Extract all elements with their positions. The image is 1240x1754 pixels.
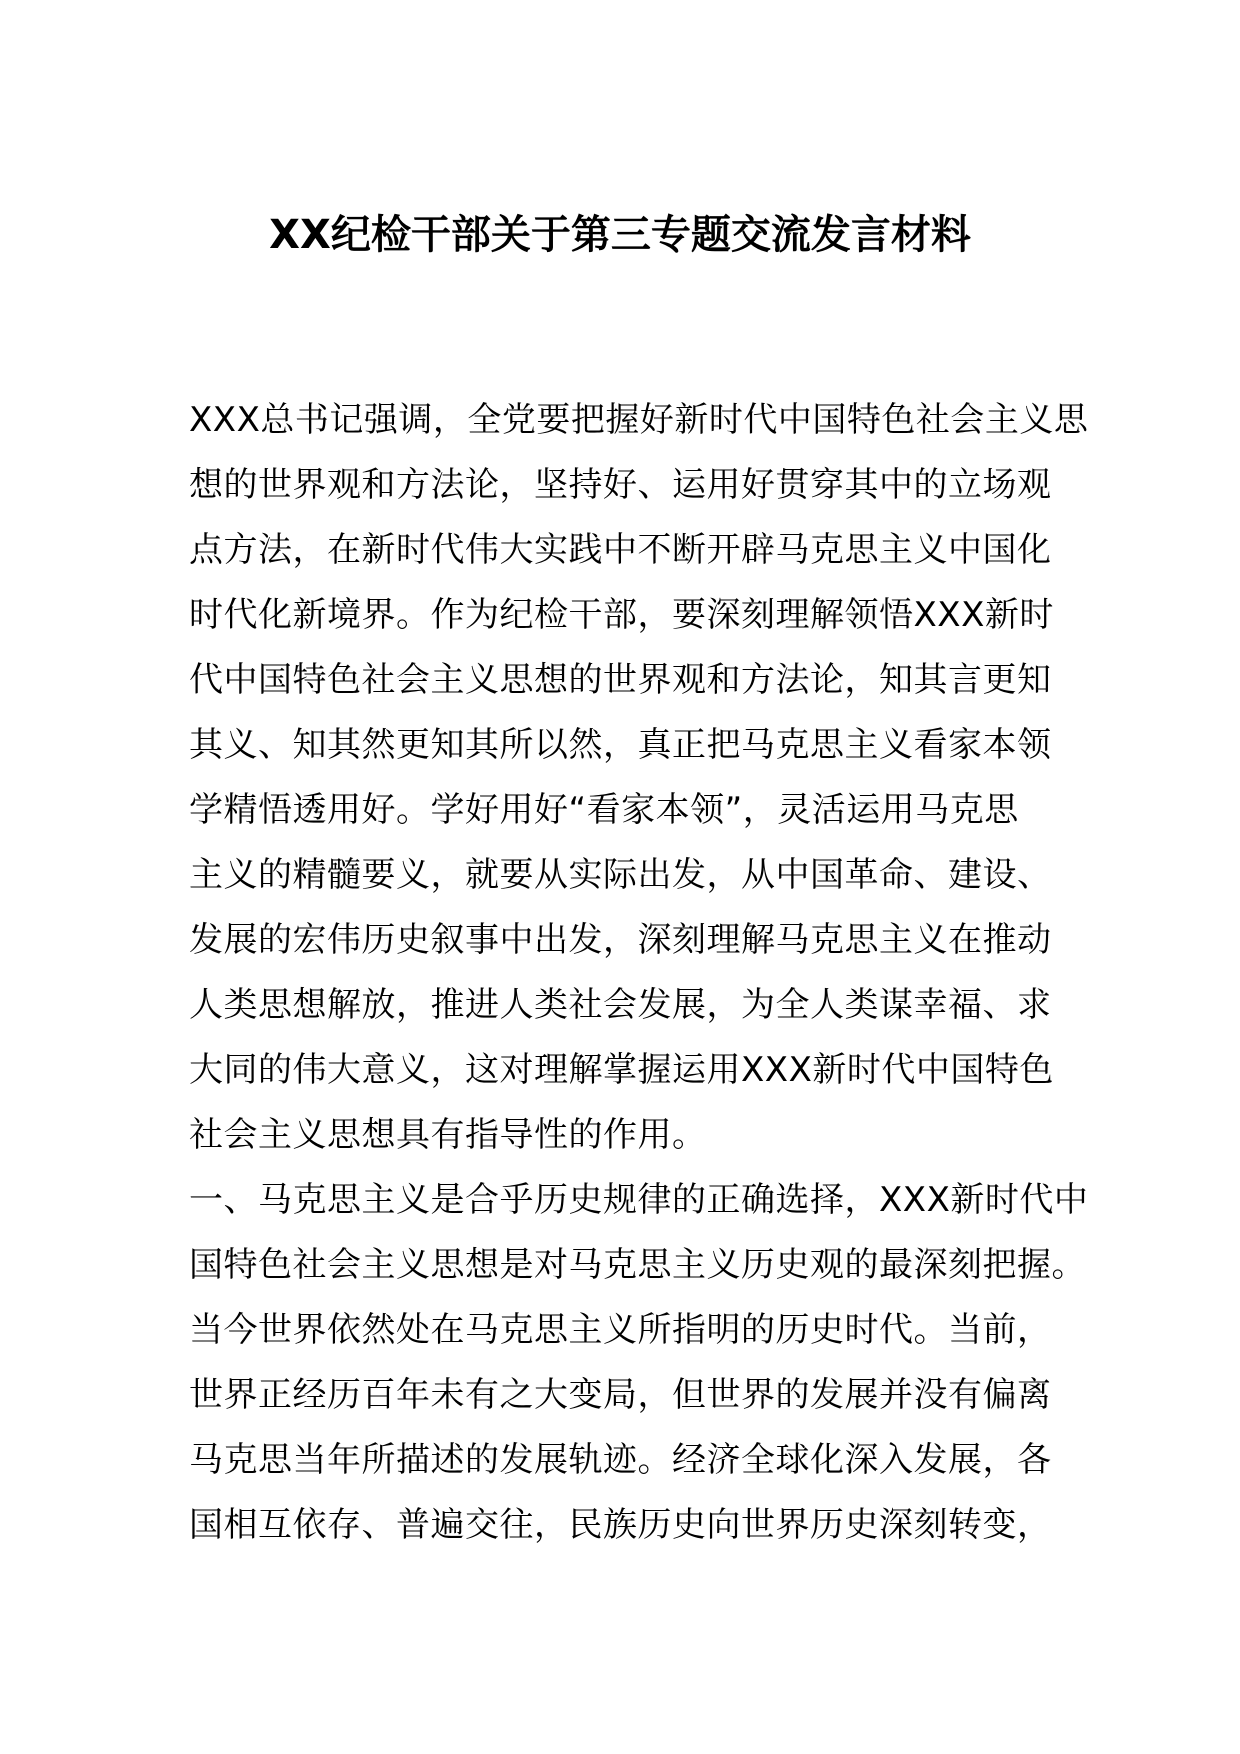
body-line: 人类思想解放，推进人类社会发展，为全人类谋幸福、求 (189, 985, 1052, 1025)
body-line: 学精悟透用好。学好用好“看家本领”，灵活运用马克思 (189, 790, 1019, 830)
body-line: 时代化新境界。作为纪检干部，要深刻理解领悟XXX新时 (189, 595, 1054, 635)
body-line: XXX总书记强调，全党要把握好新时代中国特色社会主义思 (189, 400, 1089, 440)
body-line: 国相互依存、普遍交往，民族历史向世界历史深刻转变， (189, 1505, 1052, 1545)
body-line: 发展的宏伟历史叙事中出发，深刻理解马克思主义在推动 (189, 920, 1052, 960)
body-line: 点方法，在新时代伟大实践中不断开辟马克思主义中国化 (189, 530, 1052, 570)
body-line: 社会主义思想具有指导性的作用。 (189, 1115, 707, 1155)
body-line: 当今世界依然处在马克思主义所指明的历史时代。当前， (189, 1310, 1052, 1350)
body-line: 其义、知其然更知其所以然，真正把马克思主义看家本领 (189, 725, 1052, 765)
body-line: 马克思当年所描述的发展轨迹。经济全球化深入发展，各 (189, 1440, 1052, 1480)
document-body (189, 388, 1089, 1558)
document-title: XX纪检干部关于第三专题交流发言材料 (269, 212, 971, 258)
section-heading-line: 国特色社会主义思想是对马克思主义历史观的最深刻把握。 (189, 1245, 1086, 1285)
body-line: 大同的伟大意义，这对理解掌握运用XXX新时代中国特色 (189, 1050, 1054, 1090)
body-line: 世界正经历百年未有之大变局，但世界的发展并没有偏离 (189, 1375, 1052, 1415)
body-line: 代中国特色社会主义思想的世界观和方法论，知其言更知 (189, 660, 1052, 700)
body-line: 想的世界观和方法论，坚持好、运用好贯穿其中的立场观 (189, 465, 1052, 505)
body-line: 主义的精髓要义，就要从实际出发，从中国革命、建设、 (189, 855, 1052, 895)
section-heading-line: 一、马克思主义是合乎历史规律的正确选择，XXX新时代中 (189, 1180, 1089, 1220)
